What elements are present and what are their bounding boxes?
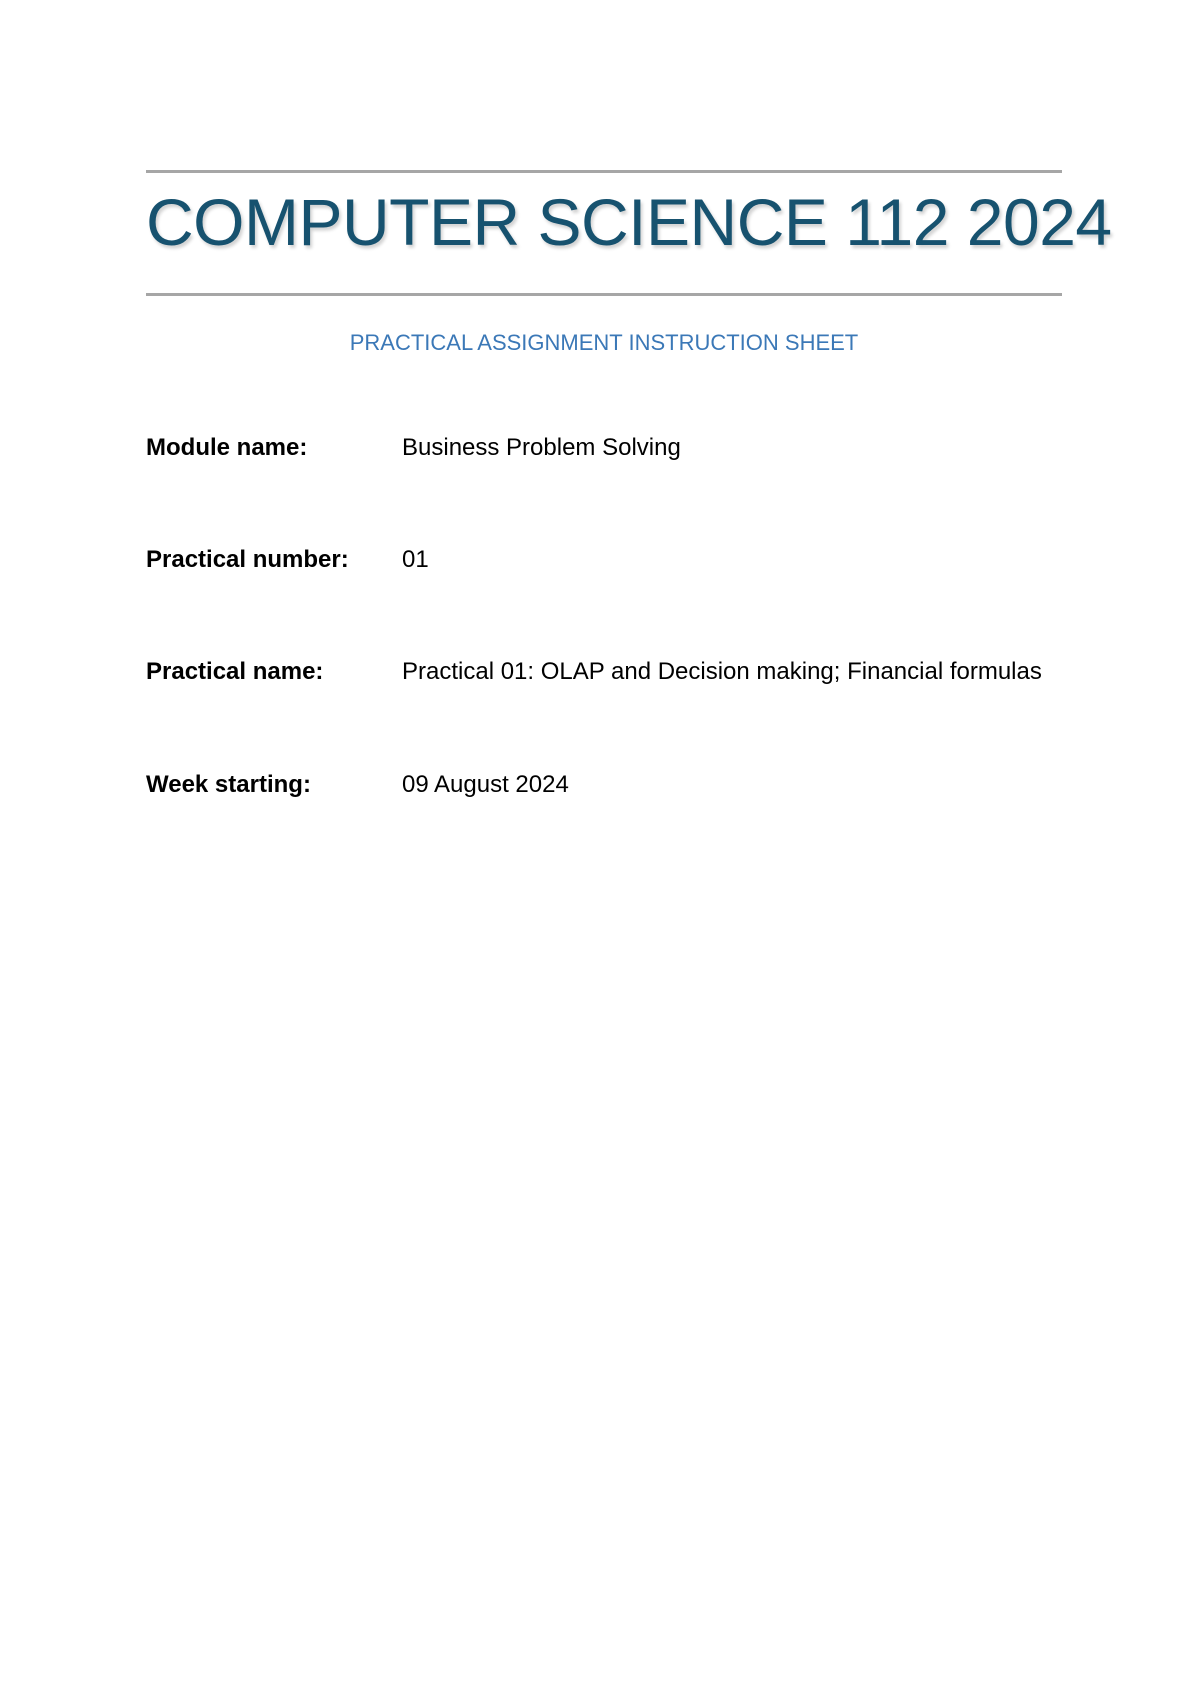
title-top-rule <box>146 170 1062 173</box>
document-title: COMPUTER SCIENCE 112 2024 <box>146 185 1112 259</box>
module-name-label: Module name: <box>146 434 308 461</box>
module-name-value: Business Problem Solving <box>402 434 681 461</box>
week-starting-label: Week starting: <box>146 771 311 798</box>
practical-name-value: Practical 01: OLAP and Decision making; Financial formulas <box>402 658 1042 685</box>
practical-name-label: Practical name: <box>146 658 324 685</box>
week-starting-value: 09 August 2024 <box>402 771 569 798</box>
document-subtitle: PRACTICAL ASSIGNMENT INSTRUCTION SHEET <box>349 330 859 355</box>
practical-number-label: Practical number: <box>146 546 349 573</box>
practical-number-value: 01 <box>402 546 429 573</box>
title-bottom-rule <box>146 293 1062 296</box>
